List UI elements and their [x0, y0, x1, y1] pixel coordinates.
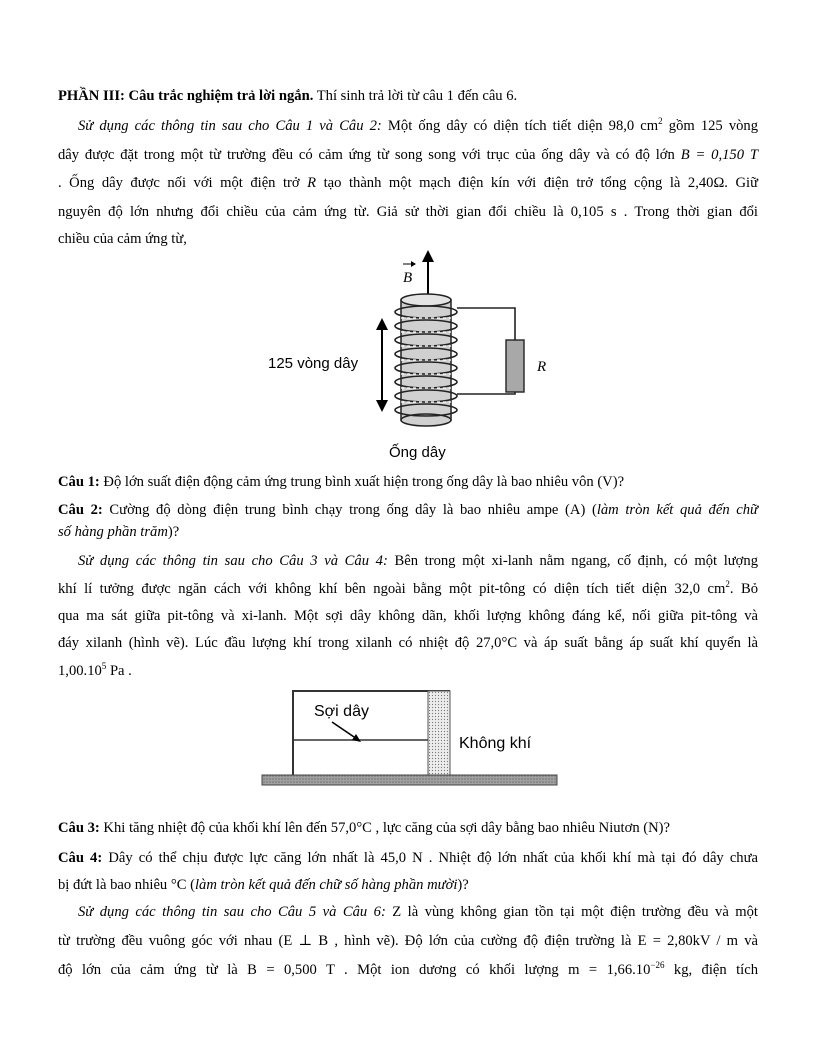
ground-plate [262, 775, 557, 785]
air-label: Không khí [459, 735, 532, 752]
cylinder-figure [260, 688, 560, 800]
block2-line3: qua ma sát giữa pit-tông và xi-lanh. Một sợi dây không dãn, khối lượng không đáng kể, nối giữa pit-tông và [58, 608, 758, 624]
section-heading-line [58, 86, 758, 106]
block3-lead: Sử dụng các thông tin sau cho Câu 5 và Câu 6: [78, 904, 386, 920]
r-label: R [537, 359, 547, 375]
block3-line1: Sử dụng các thông tin sau cho Câu 5 và Câu 6: Z là vùng không gian tồn tại một điện trường đều và một [78, 904, 758, 920]
b-field-arrowhead [422, 250, 434, 262]
block1-line1: Sử dụng các thông tin sau cho Câu 1 và Câu 2: Một ống dây có diện tích tiết diện 98,0 $cm^2$ gồm 125 vòng [78, 116, 759, 134]
question-2-line2: số hàng phần trăm)? [58, 524, 180, 540]
resistor [506, 340, 524, 392]
question-4-line2: bị đứt là bao nhiêu °C (làm tròn kết quả đến chữ số hàng phần mười)? [58, 877, 469, 893]
turns-label: 125 vòng dây [268, 355, 359, 372]
block2-line5: 1,00.10$^5$ Pa . [58, 661, 132, 679]
block1-line4: nguyên độ lớn nhưng đổi chiều của cảm ứng từ. Giả sử thời gian đổi chiều là 0,105 s . Trong thời gian đổi [58, 204, 758, 220]
question-3: Câu 3: Khi tăng nhiệt độ của khối khí lên đến 57,0°C , lực căng của sợi dây bằng bao nhiêu Niutơn (N)? [58, 820, 671, 836]
block3-line3: độ lớn của cảm ứng từ là B = 0,500 T . Một ion dương có khối lượng $m = 1,66.10^{-26}$ kg, điện tích [58, 960, 758, 978]
block1-line2: dây được đặt trong một từ trường đều có cảm ứng từ song song với trục của ống dây và có độ lớn B = 0,150 T [58, 147, 758, 163]
top-wire [457, 308, 515, 340]
section-heading: PHẦN III: Câu trắc nghiệm trả lời ngắn. [58, 88, 314, 104]
block2-line4: đáy xilanh (hình vẽ). Lúc đầu lượng khí trong xilanh có nhiệt độ 27,0°C và áp suất bằng áp suất khí quyển là [58, 635, 758, 651]
question-4-line1: Câu 4: Dây có thể chịu được lực căng lớn nhất là 45,0 N . Nhiệt độ lớn nhất của khối khí mà tại đó dây chưa [58, 850, 758, 866]
block2-line2: khí lí tưởng được ngăn cách với không khí bên ngoài bằng một pit-tông có diện tích tiết diện 32,0 $cm^2$. Bỏ [58, 579, 759, 597]
question-2-line1: Câu 2: Cường độ dòng điện trung bình chạy trong ống dây là bao nhiêu ampe (A) (làm tròn kết quả đến chữ [58, 502, 758, 518]
section-intro: Thí sinh trả lời từ câu 1 đến câu 6. [316, 88, 518, 104]
b-label: B [403, 270, 413, 286]
coil-label: Ống dây [389, 444, 446, 461]
block1-line3: . Ống dây được nối với một điện trở R tạo thành một mạch điện kín với điện trở tổng cộng là 2,40Ω. Giữ [58, 175, 758, 191]
piston [428, 691, 450, 776]
block1-lead: Sử dụng các thông tin sau cho Câu 1 và Câu 2: [78, 118, 382, 134]
question-1: Câu 1: Độ lớn suất điện động cảm ứng trung bình xuất hiện trong ống dây là bao nhiêu vôn (V)? [58, 474, 625, 490]
rope-pointer [332, 722, 357, 739]
rope-label: Sợi dây [314, 703, 369, 720]
block1-line5: chiều của cảm ứng từ, [58, 231, 187, 247]
coil-circuit-figure [260, 250, 560, 465]
block3-line2: từ trường đều vuông góc với nhau (E ⊥ B , hình vẽ). Độ lớn của cường độ điện trường là E = 2,80kV / m và [58, 933, 758, 949]
block2-line1: Sử dụng các thông tin sau cho Câu 3 và Câu 4: Bên trong một xi-lanh nằm ngang, cố định, có một lượng [78, 553, 758, 569]
block2-lead: Sử dụng các thông tin sau cho Câu 3 và Câu 4: [78, 553, 388, 569]
